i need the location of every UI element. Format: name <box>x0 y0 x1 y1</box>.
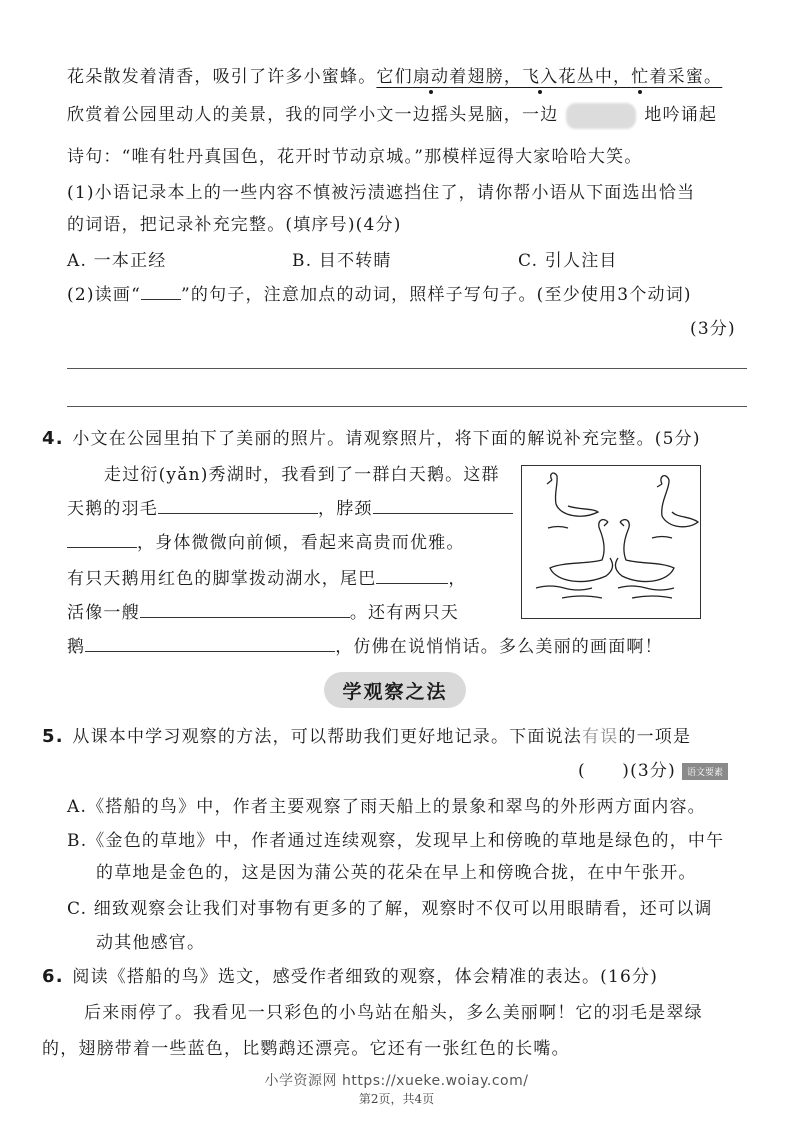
q5-option-c-line2: 动其他感官。 <box>96 933 206 953</box>
q6-number: 6. <box>42 966 64 987</box>
q4-number: 4. <box>42 428 64 449</box>
fill-blank-tail[interactable] <box>376 569 448 584</box>
q4-line6: 鹅 ，仿佛在说悄悄话。多么美丽的画面啊！ <box>67 637 663 657</box>
q5-number: 5. <box>42 726 64 747</box>
q3-line1: 花朵散发着清香，吸引了许多小蜜蜂。它们扇动着翅膀，飞入花丛中，忙着采蜜。 <box>67 67 723 87</box>
swan-illustration <box>521 465 701 619</box>
section-banner <box>324 672 466 708</box>
answer-line-2[interactable] <box>67 406 747 407</box>
q5-heading: 5. 从课本中学习观察的方法，可以帮助我们更好地记录。下面说法有误的一项是 <box>42 726 692 747</box>
q4-line3: ，身体微微向前倾，看起来高贵而优雅。 <box>67 528 465 553</box>
q4-title: 小文在公园里拍下了美丽的照片。请观察照片，将下面的解说补充完整。(5分) <box>72 429 701 449</box>
q3-sub1-line1: (1)小语记录本上的一些内容不慎被污渍遮挡住了，请你帮小语从下面选出恰当 <box>67 183 696 203</box>
dotted-verb-2: 飞入 <box>522 67 559 87</box>
section-title: 学观察之法 <box>342 680 448 703</box>
q3-line2: 欣赏着公园里动人的美景，我的同学小文一边摇头晃脑，一边 地吟诵起 <box>67 100 717 129</box>
q6-passage-line1: 后来雨停了。我看见一只彩色的小鸟站在船头，多么美丽啊！它的羽毛是翠绿 <box>84 1003 703 1023</box>
q4-line2: 天鹅的羽毛 ，脖颈 <box>67 494 513 519</box>
q5-option-a: A.《搭船的鸟》中，作者主要观察了雨天船上的景象和翠鸟的外形两方面内容。 <box>67 797 706 817</box>
q6-passage-line2: 的，翅膀带着一些蓝色，比鹦鹉还漂亮。它还有一张红色的长嘴。 <box>42 1039 570 1059</box>
faded-text: 有误 <box>581 727 619 747</box>
q5-answer-paren <box>578 756 728 781</box>
q4-line4: 有只天鹅用红色的脚掌拨动湖水，尾巴 ， <box>67 569 467 589</box>
q5-option-b-line2: 的草地是金色的，这是因为蒲公英的花朵在早上和傍晚合拢，在中午张开。 <box>96 863 697 883</box>
q4-line1: 走过衍(yǎn)秀湖时，我看到了一群白天鹅。这群 <box>104 465 500 485</box>
q4-line5: 活像一艘 。还有两只天 <box>67 603 460 623</box>
fill-blank-neck-cont[interactable] <box>67 533 137 548</box>
q3-line3: 诗句：“唯有牡丹真国色，花开时节动京城。”那模样逗得大家哈哈大笑。 <box>67 147 643 167</box>
element-badge: 语文要素 <box>682 763 728 780</box>
fill-blank-feather[interactable] <box>158 499 318 514</box>
option-a: A. 一本正经 <box>67 251 167 271</box>
fill-blank-boat[interactable] <box>140 603 350 618</box>
underlined-sentence: 它们扇动着翅膀，飞入花丛中，忙着采蜜。 <box>376 67 723 87</box>
q3-sub2-score: (3分) <box>690 319 736 339</box>
swans-drawing <box>522 466 700 618</box>
answer-bracket[interactable]: ( )(3分) <box>578 761 676 781</box>
footer-url: 小学资源网 https://xueke.woiay.com/ <box>264 1073 529 1089</box>
q3-sub2: (2)读画“ ”的句子，注意加点的动词，照样子写句子。(至少使用3个动词) <box>67 285 692 305</box>
dotted-verb-3: 忙 <box>631 67 650 87</box>
fill-blank-two-swans[interactable] <box>85 637 335 652</box>
page-number: 第2页，共4页 <box>358 1092 435 1106</box>
option-b: B. 目不转睛 <box>292 251 392 271</box>
answer-line-1[interactable] <box>67 368 747 369</box>
stain-mark <box>566 103 636 129</box>
q4-heading <box>42 424 701 449</box>
q6-heading: 6. 阅读《搭船的鸟》选文，感受作者细致的观察，体会精准的表达。(16分) <box>42 966 659 987</box>
option-c: C. 引人注目 <box>518 251 618 271</box>
q5-option-c-line1: C. 细致观察会让我们对事物有更多的了解，观察时不仅可以用眼睛看，还可以调 <box>67 899 713 919</box>
dotted-verb-1: 扇动 <box>412 67 450 87</box>
q5-option-b-line1: B.《金色的草地》中，作者通过连续观察，发现早上和傍晚的草地是绿色的，中午 <box>67 831 725 851</box>
q3-sub1-line2: 的词语，把记录补充完整。(填序号)(4分) <box>67 215 402 235</box>
fill-blank-neck[interactable] <box>373 499 513 514</box>
